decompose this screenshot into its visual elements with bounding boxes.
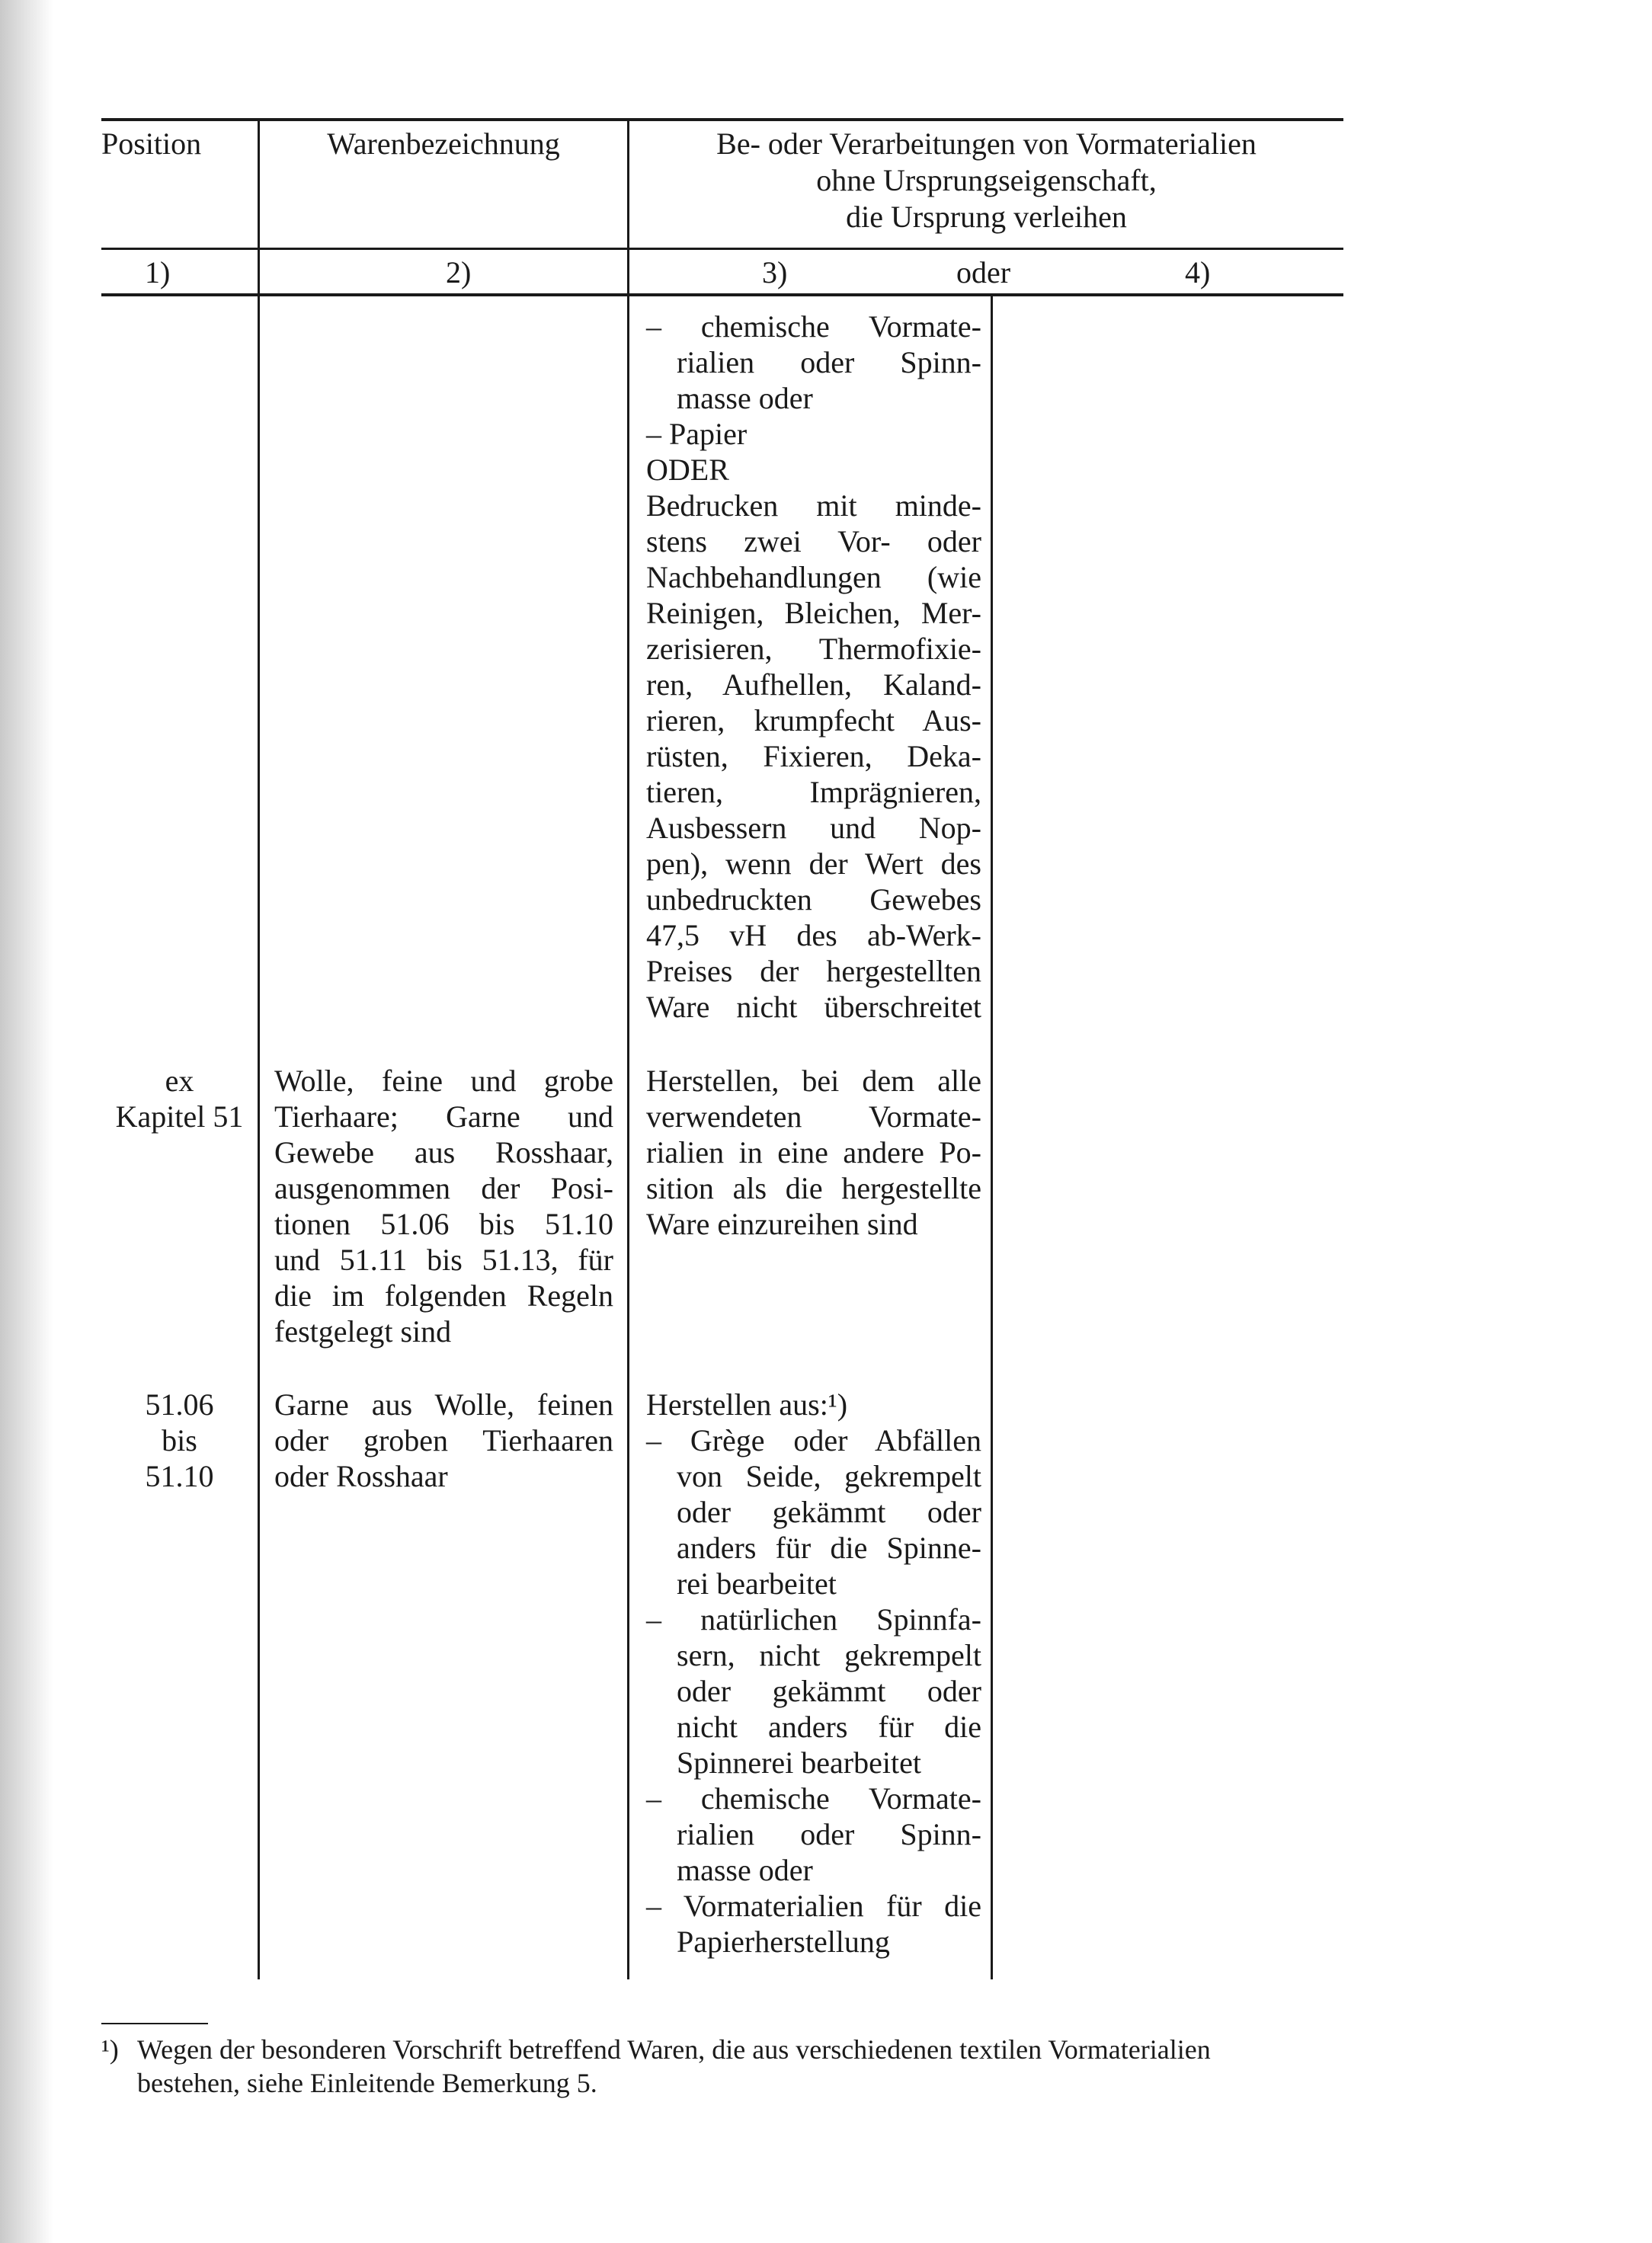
- position-line: ex: [165, 1064, 194, 1098]
- column-number-1: 1): [145, 255, 171, 290]
- footnote-text: [137, 2033, 1356, 2100]
- text-line: – Vormaterialien für die: [646, 1889, 981, 1923]
- text-line: Reinigen, Bleichen, Mer-: [646, 596, 981, 630]
- text-line: die im folgenden Regeln: [274, 1278, 613, 1313]
- text-line: Ware einzureihen sind: [646, 1207, 918, 1241]
- header-rule: [101, 248, 1343, 250]
- text-line: oder groben Tierhaaren: [274, 1423, 613, 1457]
- text-line: Tierhaare; Garne und: [274, 1099, 613, 1134]
- text-line: oder Rosshaar: [274, 1459, 448, 1493]
- row-description: [274, 1063, 613, 1349]
- text-line: rei bearbeitet: [677, 1566, 837, 1601]
- header-processing-line: Be- oder Verarbeitungen von Vormaterialien: [716, 126, 1257, 161]
- footnote-marker: ¹): [101, 2034, 119, 2065]
- position-line: 51.06: [145, 1387, 214, 1422]
- header-position: Position: [101, 126, 202, 161]
- colnum-divider-2: [627, 249, 629, 295]
- text-line: sition als die hergestellte: [646, 1171, 981, 1205]
- text-line: – chemische Vormate-: [646, 1781, 981, 1816]
- text-line: pen), wenn der Wert des: [646, 846, 981, 881]
- text-line: oder gekämmt oder: [677, 1674, 981, 1708]
- text-line: Papierherstellung: [677, 1925, 890, 1959]
- footnote-line: bestehen, siehe Einleitende Bemerkung 5.: [137, 2068, 597, 2098]
- text-line: Ausbessern und Nop-: [646, 811, 981, 845]
- row-processing: [646, 1063, 981, 1242]
- text-line: Herstellen aus:¹): [646, 1387, 848, 1422]
- body-divider-1: [258, 296, 260, 1979]
- text-line: Ware nicht überschreitet: [646, 990, 981, 1024]
- text-line: unbedruckten Gewebes: [646, 882, 981, 917]
- text-line: festgelegt sind: [274, 1314, 452, 1349]
- text-line: nicht anders für die: [677, 1710, 981, 1744]
- text-line: Herstellen, bei dem alle: [646, 1064, 981, 1098]
- row-description: [274, 1387, 613, 1494]
- text-line: rieren, krumpfecht Aus-: [646, 703, 981, 738]
- header-warenbezeichnung: Warenbezeichnung: [327, 126, 560, 161]
- column-number-3: 3): [762, 255, 788, 290]
- text-line: Preises der hergestellten: [646, 954, 981, 988]
- row-processing: [646, 1387, 981, 1960]
- text-line: – natürlichen Spinnfa-: [646, 1602, 981, 1637]
- text-line: Nachbehandlungen (wie: [646, 560, 981, 594]
- text-line: Spinnerei bearbeitet: [677, 1745, 921, 1780]
- body-divider-3: [991, 296, 993, 1979]
- text-line: und 51.11 bis 51.13, für: [274, 1243, 613, 1277]
- text-line: – chemische Vormate-: [646, 309, 981, 344]
- text-line: – Papier: [646, 417, 748, 451]
- text-line: Garne aus Wolle, feinen: [274, 1387, 613, 1422]
- continuation-processing: [646, 309, 981, 1025]
- column-oder: oder: [956, 255, 1011, 290]
- position-line: 51.10: [145, 1459, 214, 1493]
- scan-shadow-edge: [0, 0, 53, 2243]
- header-processing-line: die Ursprung verleihen: [846, 200, 1127, 234]
- text-line: stens zwei Vor- oder: [646, 524, 981, 558]
- text-line: sern, nicht gekrempelt: [677, 1638, 981, 1672]
- row-position: [101, 1063, 258, 1134]
- text-line: rialien oder Spinn-: [677, 1817, 981, 1851]
- text-line: masse oder: [677, 1853, 813, 1887]
- text-line: masse oder: [677, 381, 813, 415]
- column-number-2: 2): [446, 255, 472, 290]
- text-line: rüsten, Fixieren, Deka-: [646, 739, 981, 773]
- row-position: [101, 1387, 258, 1494]
- column-number-rule: [101, 293, 1343, 296]
- text-line: Gewebe aus Rosshaar,: [274, 1135, 613, 1169]
- text-line: Bedrucken mit minde-: [646, 488, 981, 523]
- text-line: tieren, Imprägnieren,: [646, 775, 981, 809]
- text-line: rialien in eine andere Po-: [646, 1135, 981, 1169]
- column-number-4: 4): [1185, 255, 1211, 290]
- text-line: rialien oder Spinn-: [677, 345, 981, 379]
- text-line: anders für die Spinne-: [677, 1531, 981, 1565]
- text-line: oder gekämmt oder: [677, 1495, 981, 1529]
- position-line: Kapitel 51: [115, 1099, 244, 1134]
- position-line: bis: [162, 1423, 197, 1457]
- table-top-rule: [101, 118, 1343, 121]
- footnote-rule: [101, 2023, 208, 2024]
- header-processing-line: ohne Ursprungseigenschaft,: [816, 163, 1157, 197]
- footnote-line: Wegen der besonderen Vorschrift betreffend Waren, die aus verschiedenen textilen Vormaterialien: [137, 2034, 1211, 2065]
- text-line: ren, Aufhellen, Kaland-: [646, 667, 981, 702]
- text-line: – Grège oder Abfällen: [646, 1423, 981, 1457]
- text-line: zerisieren, Thermofixie-: [646, 632, 981, 666]
- header-processing: [629, 126, 1343, 235]
- text-line: ausgenommen der Posi-: [274, 1171, 613, 1205]
- text-line: tionen 51.06 bis 51.10: [274, 1207, 613, 1241]
- colnum-divider-1: [258, 249, 260, 295]
- text-line: von Seide, gekrempelt: [677, 1459, 981, 1493]
- text-line: verwendeten Vormate-: [646, 1099, 981, 1134]
- text-line: Wolle, feine und grobe: [274, 1064, 613, 1098]
- text-line: ODER: [646, 453, 729, 487]
- text-line: 47,5 vH des ab-Werk-: [646, 918, 981, 952]
- body-divider-2: [627, 296, 629, 1979]
